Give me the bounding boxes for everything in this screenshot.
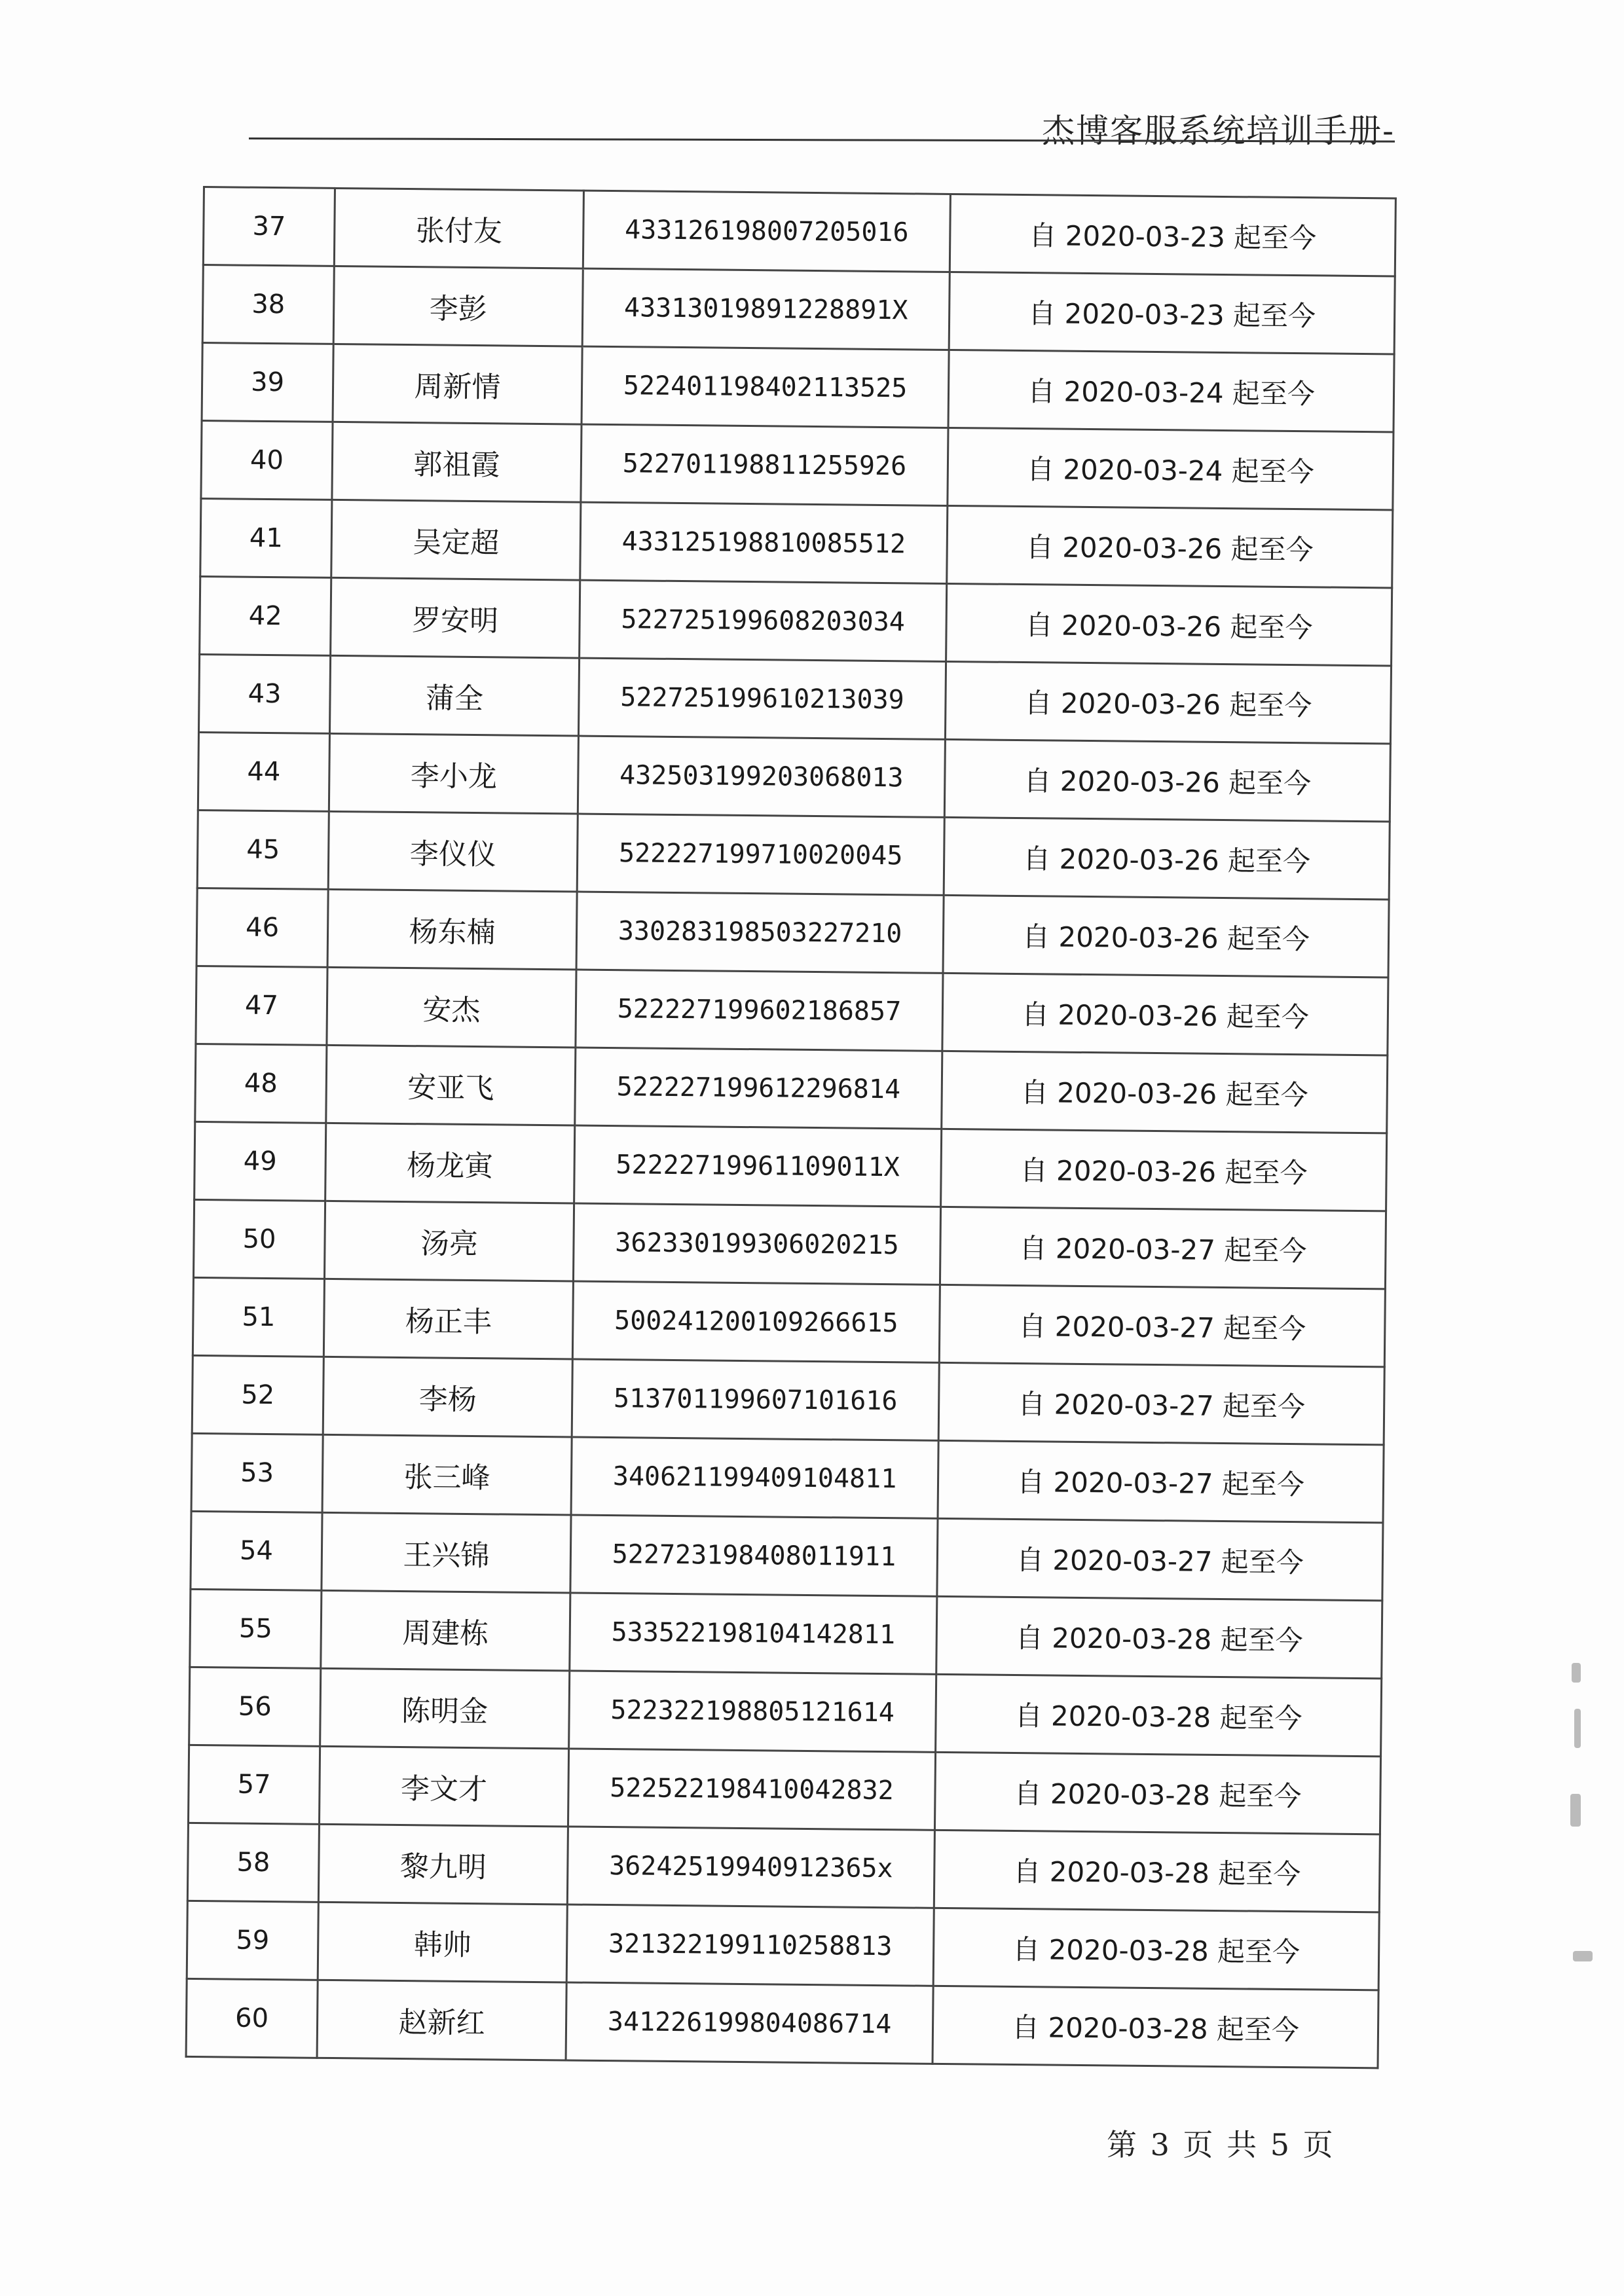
row-number: 43 (198, 654, 330, 733)
row-number: 59 (187, 1901, 318, 1980)
employment-period: 自 2020-03-27 起至今 (938, 1362, 1384, 1445)
id-number: 362330199306020215 (573, 1203, 940, 1285)
employee-name: 张付友 (334, 188, 583, 268)
employment-period: 自 2020-03-24 起至今 (948, 350, 1394, 432)
id-number: 522227199602186857 (576, 970, 943, 1051)
id-number: 340621199409104811 (571, 1437, 938, 1518)
row-number: 51 (193, 1277, 324, 1357)
row-number: 48 (195, 1044, 327, 1123)
employment-period: 自 2020-03-28 起至今 (932, 1986, 1378, 2068)
employment-period: 自 2020-03-26 起至今 (947, 505, 1393, 588)
employee-name: 李杨 (323, 1357, 572, 1437)
table-row (189, 1667, 1382, 1756)
id-number: 330283198503227210 (576, 892, 944, 973)
id-number: 432503199203068013 (578, 736, 945, 817)
id-number: 43313019891228891X (582, 268, 950, 350)
employment-period: 自 2020-03-26 起至今 (944, 739, 1390, 822)
row-number: 39 (202, 343, 333, 422)
employee-name: 蒲全 (329, 655, 579, 736)
table-row (200, 576, 1392, 665)
employee-name: 黎九明 (318, 1824, 568, 1904)
id-number: 522401198402113525 (581, 346, 949, 428)
employee-name: 周建栋 (321, 1590, 570, 1671)
row-number: 57 (188, 1745, 320, 1824)
employee-name: 韩帅 (318, 1902, 567, 1982)
employee-table-body (186, 187, 1395, 2068)
employee-name: 陈明金 (320, 1668, 570, 1749)
row-number: 40 (201, 420, 333, 500)
id-number: 533522198104142811 (570, 1593, 937, 1674)
employee-name: 周新情 (333, 344, 582, 424)
employee-name: 汤亮 (324, 1201, 574, 1281)
row-number: 45 (197, 810, 329, 889)
table-row (195, 1044, 1388, 1133)
row-number: 60 (186, 1978, 318, 2058)
employment-period: 自 2020-03-28 起至今 (936, 1674, 1382, 1757)
table-row (198, 654, 1391, 743)
row-number: 42 (200, 576, 331, 655)
id-number: 433126198007205016 (583, 191, 950, 272)
employee-name: 李仪仪 (328, 811, 578, 892)
table-row (188, 1745, 1380, 1834)
table-row (196, 966, 1388, 1055)
employment-period: 自 2020-03-28 起至今 (934, 1752, 1380, 1834)
id-number: 433125198810085512 (580, 502, 948, 583)
employment-period: 自 2020-03-26 起至今 (942, 973, 1388, 1055)
id-number: 36242519940912365x (567, 1827, 934, 1908)
id-number: 522701198811255926 (581, 424, 948, 505)
scan-artifact (1559, 1624, 1598, 2082)
employee-name: 杨东楠 (327, 889, 577, 970)
id-number: 522725199608203034 (580, 580, 947, 661)
employee-name: 罗安明 (331, 577, 580, 658)
employee-name: 杨龙寅 (325, 1123, 575, 1203)
employee-table-container (185, 186, 1395, 2069)
table-row (192, 1355, 1384, 1444)
employment-period: 自 2020-03-26 起至今 (946, 583, 1392, 666)
row-number: 54 (191, 1511, 322, 1590)
employment-period: 自 2020-03-28 起至今 (936, 1596, 1382, 1679)
employment-period: 自 2020-03-27 起至今 (937, 1518, 1383, 1601)
table-row (187, 1823, 1380, 1912)
row-number: 47 (196, 966, 327, 1045)
row-number: 37 (203, 187, 335, 266)
table-row (198, 732, 1390, 821)
id-number: 522725199610213039 (578, 658, 946, 739)
table-row (203, 187, 1395, 276)
table-row (191, 1511, 1383, 1600)
table-row (202, 265, 1395, 354)
id-number: 341226199804086714 (566, 1982, 933, 2064)
id-number: 522227199612296814 (575, 1048, 942, 1129)
employee-name: 王兴锦 (322, 1512, 571, 1593)
employee-name: 吴定超 (331, 500, 581, 580)
table-row (202, 343, 1394, 432)
employment-period: 自 2020-03-28 起至今 (934, 1830, 1380, 1912)
employment-period: 自 2020-03-23 起至今 (949, 272, 1395, 354)
table-row (186, 1978, 1378, 2068)
table-row (187, 1901, 1379, 1990)
employment-period: 自 2020-03-26 起至今 (944, 817, 1390, 900)
row-number: 44 (198, 732, 329, 811)
employee-name: 郭祖霞 (332, 422, 581, 502)
employment-period: 自 2020-03-26 起至今 (945, 661, 1391, 744)
id-number: 52222719961109011X (574, 1125, 942, 1207)
employee-name: 赵新红 (317, 1980, 566, 2060)
table-row (193, 1277, 1385, 1366)
table-row (191, 1433, 1384, 1522)
employment-period: 自 2020-03-27 起至今 (939, 1285, 1385, 1367)
header-title: 杰博客服系统培训手册- (1042, 112, 1395, 150)
employee-name: 李文才 (319, 1746, 568, 1827)
employment-period: 自 2020-03-27 起至今 (940, 1207, 1386, 1289)
employee-name: 安亚飞 (326, 1045, 576, 1125)
table-row (201, 420, 1393, 509)
id-number: 522322198805121614 (569, 1671, 936, 1752)
row-number: 53 (191, 1433, 323, 1512)
employee-name: 李小龙 (329, 733, 578, 814)
id-number: 522522198410042832 (568, 1749, 935, 1830)
row-number: 38 (202, 265, 334, 344)
row-number: 56 (189, 1667, 321, 1746)
employee-name: 安杰 (327, 967, 576, 1048)
row-number: 55 (190, 1589, 322, 1668)
row-number: 52 (192, 1355, 323, 1434)
table-row (194, 1121, 1387, 1211)
id-number: 513701199607101616 (572, 1359, 939, 1440)
employment-period: 自 2020-03-27 起至今 (938, 1440, 1384, 1523)
employment-period: 自 2020-03-26 起至今 (941, 1129, 1387, 1211)
table-row (196, 888, 1389, 977)
employment-period: 自 2020-03-26 起至今 (942, 1051, 1388, 1133)
id-number: 500241200109266615 (572, 1281, 940, 1362)
table-row (200, 498, 1393, 587)
row-number: 50 (193, 1199, 325, 1279)
table-row (197, 810, 1390, 899)
employee-name: 张三峰 (322, 1434, 572, 1515)
row-number: 49 (194, 1121, 326, 1201)
employee-table (185, 186, 1397, 2069)
page-number: 第 3 页 共 5 页 (1107, 2127, 1335, 2162)
row-number: 41 (200, 498, 332, 577)
employee-name: 杨正丰 (323, 1279, 573, 1359)
employment-period: 自 2020-03-26 起至今 (943, 895, 1389, 977)
employment-period: 自 2020-03-28 起至今 (933, 1908, 1379, 1990)
id-number: 522723198408011911 (570, 1515, 938, 1596)
table-row (190, 1589, 1382, 1678)
employee-name: 李彭 (333, 266, 583, 346)
table-row (193, 1199, 1386, 1288)
id-number: 321322199110258813 (566, 1904, 934, 1986)
row-number: 58 (187, 1823, 319, 1902)
row-number: 46 (196, 888, 328, 967)
id-number: 522227199710020045 (577, 814, 944, 895)
employment-period: 自 2020-03-23 起至今 (950, 194, 1395, 276)
employment-period: 自 2020-03-24 起至今 (948, 428, 1393, 510)
